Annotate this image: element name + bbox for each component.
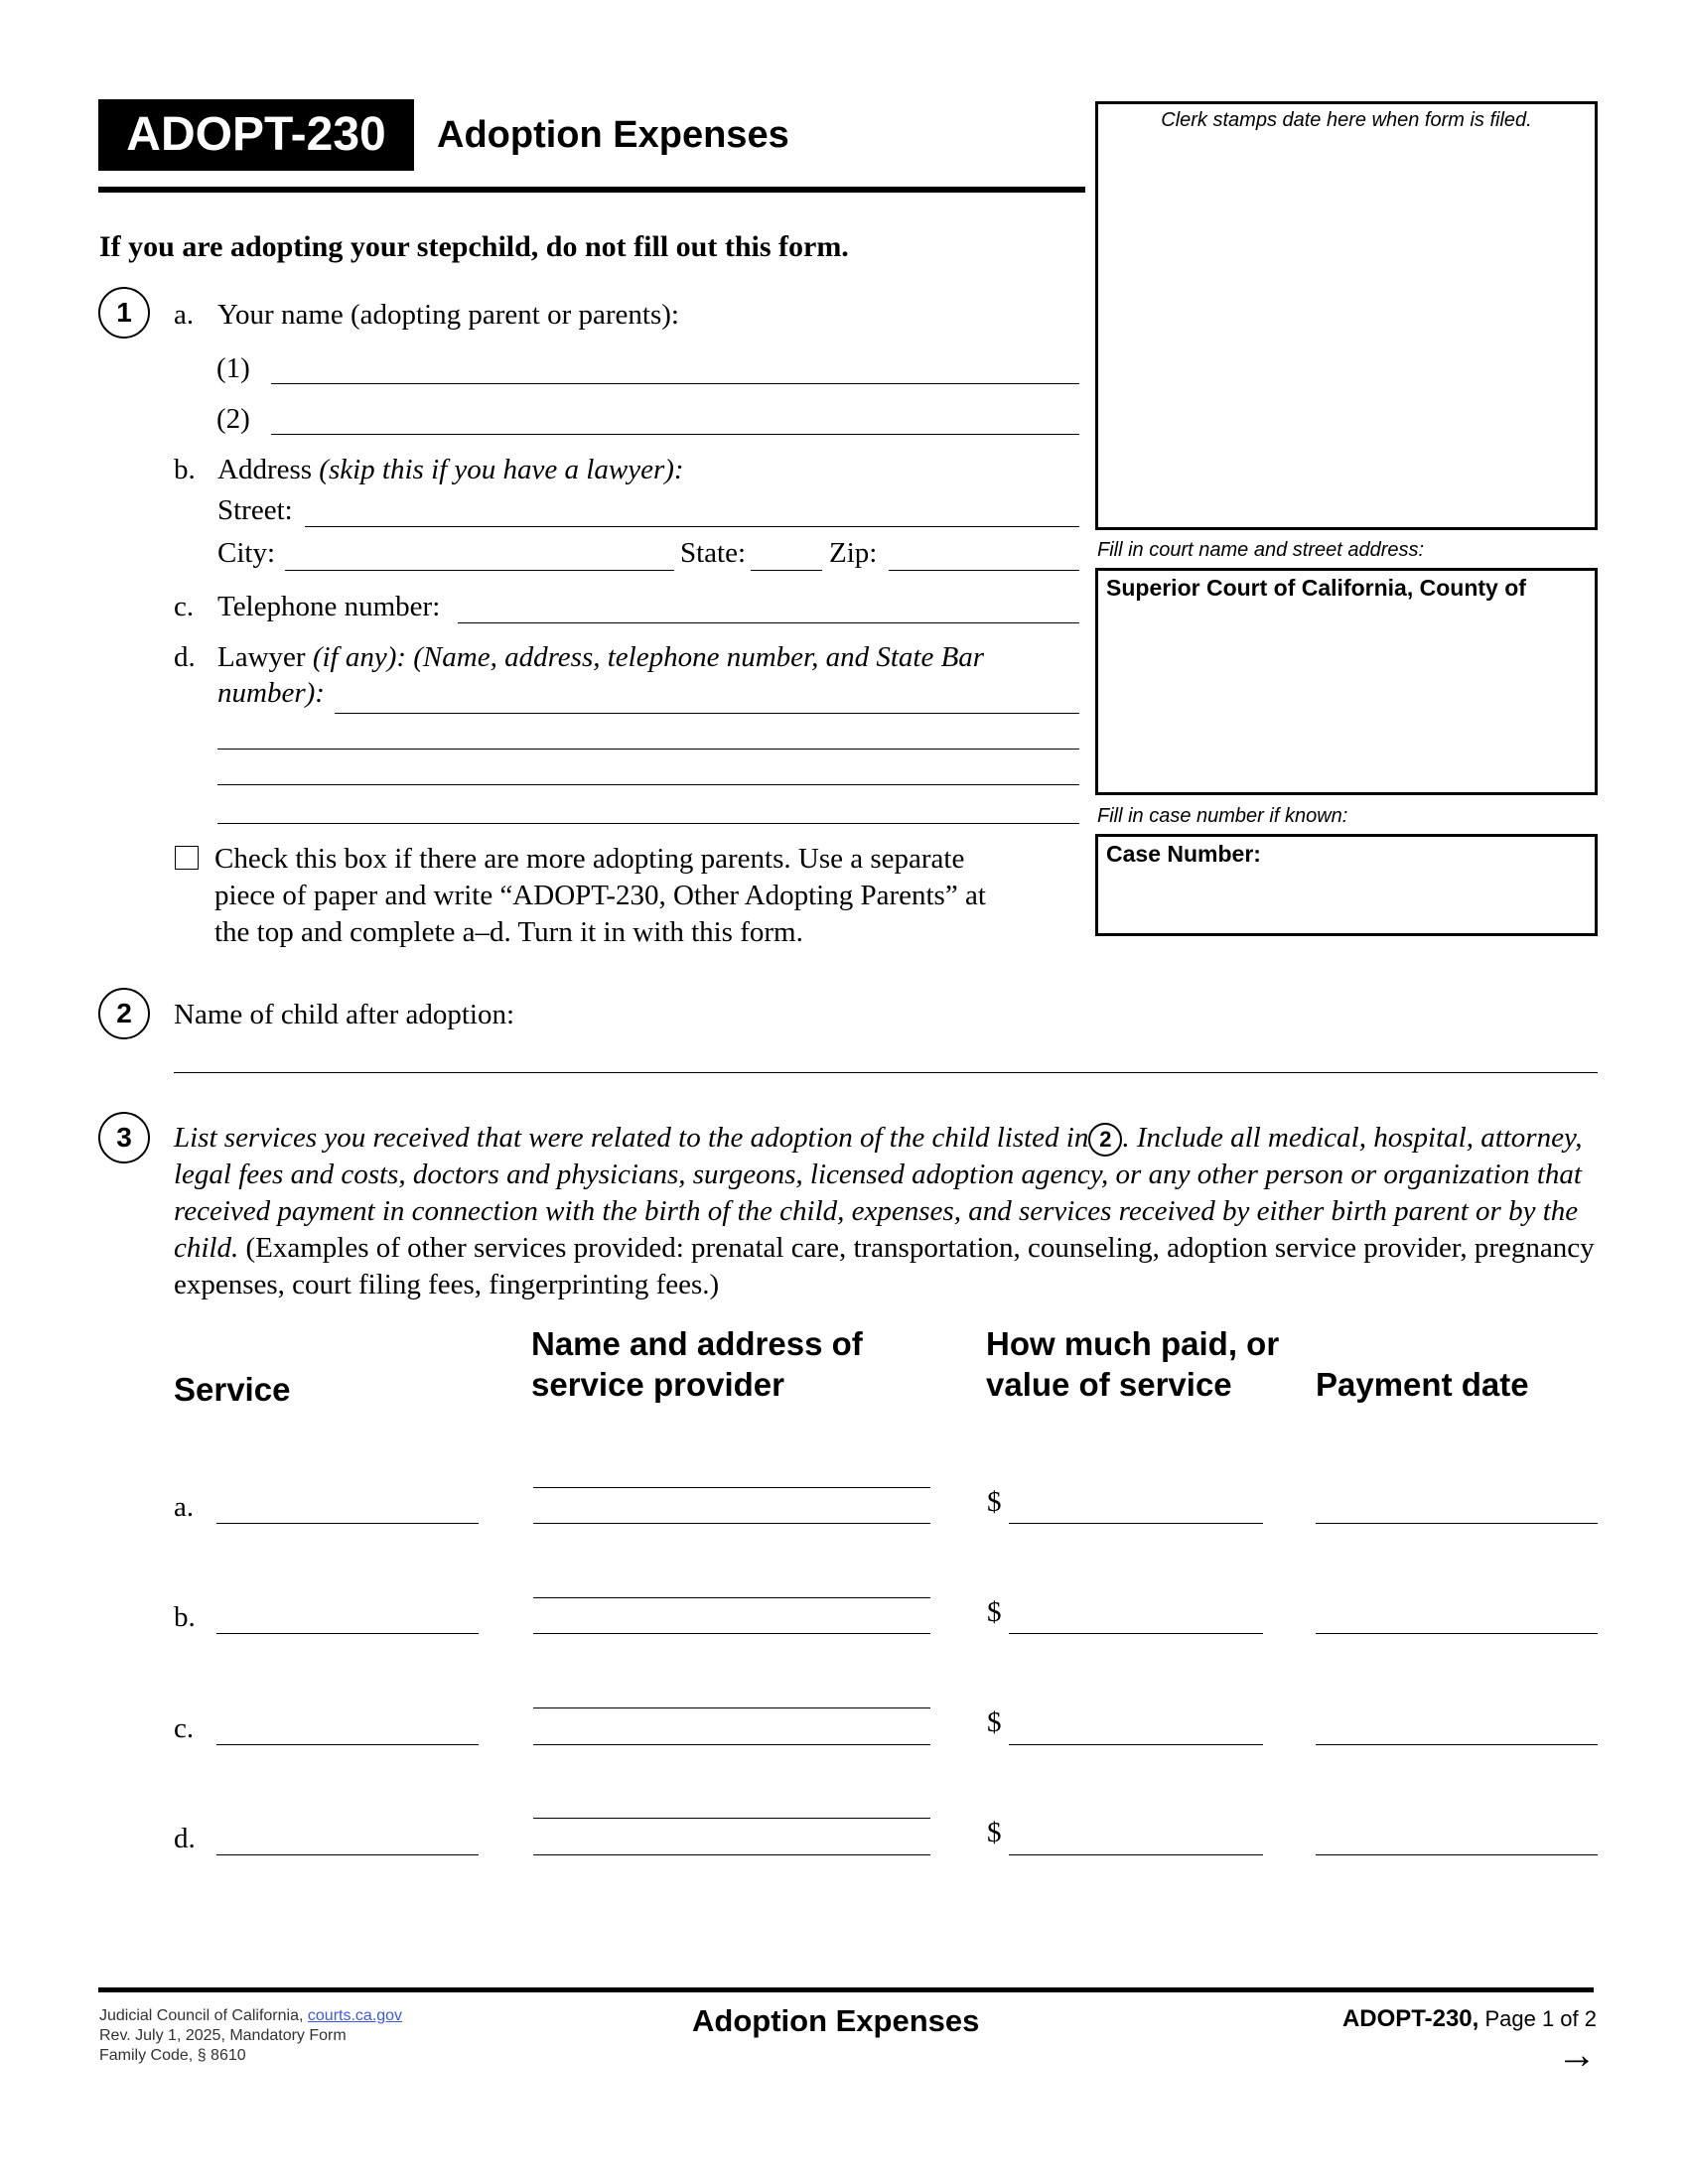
lawyer-label-line1: [217, 639, 984, 675]
parent-1-name-field[interactable]: [271, 383, 1079, 384]
case-number-box[interactable]: [1095, 834, 1598, 936]
form-title: Adoption Expenses: [437, 114, 789, 156]
address-hint: (skip this if you have a lawyer):: [319, 454, 684, 485]
footer-code: Family Code, § 8610: [99, 2047, 246, 2064]
services-examples: (Examples of other services provided: prenatal care, transportation, counseling, adoption service provider, pregnancy expenses, court filing fees, fingerprinting fees.): [174, 1232, 1595, 1301]
form-id-badge: ADOPT-230: [98, 99, 414, 171]
footer-title: Adoption Expenses: [692, 2003, 980, 2038]
item-1d-marker: d.: [174, 641, 196, 673]
services-instructions: [174, 1120, 1604, 1303]
child-name-label: Name of child after adoption:: [174, 999, 515, 1030]
provider-field-line-2[interactable]: [533, 1744, 930, 1745]
telephone-label: Telephone number:: [217, 591, 441, 622]
zip-label: Zip:: [829, 537, 878, 569]
street-label: Street:: [217, 494, 293, 526]
zip-field[interactable]: [889, 570, 1079, 571]
case-number-label: Case Number:: [1106, 841, 1261, 867]
item-1c-marker: c.: [174, 591, 195, 622]
more-parents-checkbox[interactable]: [175, 846, 199, 870]
item-1b-label: [217, 452, 684, 487]
city-field[interactable]: [285, 570, 674, 571]
provider-field-line-1[interactable]: [533, 1818, 930, 1819]
item-1b-marker: b.: [174, 454, 196, 485]
column-header-amount: [986, 1323, 1279, 1405]
provider-field-line-2[interactable]: [533, 1633, 930, 1634]
address-label: Address: [217, 454, 313, 485]
row-marker: a.: [174, 1491, 195, 1523]
currency-symbol: $: [987, 1817, 1002, 1848]
clerk-stamp-caption: Clerk stamps date here when form is filed.: [1161, 109, 1532, 131]
footer-page-info: [1342, 2005, 1597, 2033]
street-field[interactable]: [305, 526, 1079, 527]
court-name-label: Superior Court of California, County of: [1106, 575, 1526, 601]
service-field[interactable]: [216, 1633, 479, 1634]
parent-1-marker: (1): [216, 352, 250, 384]
city-label: City:: [217, 537, 276, 569]
state-field[interactable]: [751, 570, 822, 571]
section-2-number: 2: [98, 988, 150, 1039]
amount-field[interactable]: [1009, 1633, 1263, 1634]
services-text-before-ref: List services you received that were related to the adoption of the child listed in: [174, 1122, 1089, 1154]
amount-field[interactable]: [1009, 1523, 1263, 1524]
state-label: State:: [680, 537, 747, 569]
lawyer-field-line-1[interactable]: [335, 713, 1079, 714]
court-box-caption: Fill in court name and street address:: [1097, 539, 1425, 561]
row-marker: c.: [174, 1712, 195, 1744]
amount-field[interactable]: [1009, 1744, 1263, 1745]
footer-revision: Rev. July 1, 2025, Mandatory Form: [99, 2027, 347, 2044]
payment-date-field[interactable]: [1316, 1523, 1598, 1524]
section-1-number: 1: [98, 287, 150, 339]
currency-symbol: $: [987, 1596, 1002, 1628]
column-header-provider: [531, 1323, 863, 1405]
column-header-provider-line1: Name and address of: [531, 1325, 863, 1362]
amount-field[interactable]: [1009, 1854, 1263, 1855]
services-text-after-ref: . Include all medical, hospital, attorney, legal fees and costs, doctors and physicians, surgeons, licensed adoption agency, or any other person or organization that received payment in connection with the birth of the child, expenses, and services received by either birth parent or by the child.: [174, 1122, 1583, 1265]
provider-field-line-1[interactable]: [533, 1707, 930, 1708]
service-field[interactable]: [216, 1523, 479, 1524]
section-3-number: 3: [98, 1112, 150, 1163]
item-1a-label: Your name (adopting parent or parents):: [217, 299, 679, 331]
parent-2-marker: (2): [216, 403, 250, 435]
case-box-caption: Fill in case number if known:: [1097, 805, 1348, 827]
column-header-service: Service: [174, 1371, 291, 1408]
footer-courts-link[interactable]: courts.ca.gov: [307, 2007, 403, 2024]
lawyer-hint-line2: number):: [217, 677, 325, 709]
payment-date-field[interactable]: [1316, 1633, 1598, 1634]
service-field[interactable]: [216, 1854, 479, 1855]
stepchild-warning: If you are adopting your stepchild, do not fill out this form.: [99, 230, 849, 263]
checkbox-text-line2: piece of paper and write “ADOPT-230, Other Adopting Parents” at: [214, 880, 986, 911]
footer-rule: [98, 1987, 1594, 1992]
column-header-provider-line2: service provider: [531, 1366, 784, 1403]
checkbox-text-line1: Check this box if there are more adopting parents. Use a separate: [214, 843, 965, 875]
clerk-stamp-box: [1095, 101, 1598, 530]
lawyer-field-line-4[interactable]: [217, 823, 1079, 824]
currency-symbol: $: [987, 1486, 1002, 1518]
checkbox-text-line3: the top and complete a–d. Turn it in with this form.: [214, 916, 803, 948]
footer-page-number: Page 1 of 2: [1484, 2006, 1597, 2031]
lawyer-field-line-2[interactable]: [217, 749, 1079, 750]
lawyer-field-line-3[interactable]: [217, 784, 1079, 785]
provider-field-line-1[interactable]: [533, 1487, 930, 1488]
lawyer-label: Lawyer: [217, 641, 306, 673]
footer-council-line: [99, 2006, 402, 2026]
payment-date-field[interactable]: [1316, 1854, 1598, 1855]
provider-field-line-2[interactable]: [533, 1854, 930, 1855]
court-name-box[interactable]: [1095, 568, 1598, 795]
provider-field-line-1[interactable]: [533, 1597, 930, 1598]
section-2-reference: 2: [1088, 1123, 1122, 1157]
lawyer-hint: (if any): (Name, address, telephone number, and State Bar: [312, 641, 985, 673]
parent-2-name-field[interactable]: [271, 434, 1079, 435]
footer-council: Judicial Council of California,: [99, 2007, 304, 2024]
column-header-amount-line2: value of service: [986, 1366, 1232, 1403]
column-header-payment-date: Payment date: [1316, 1366, 1529, 1403]
next-page-arrow-icon: →: [1557, 2033, 1597, 2077]
child-name-field[interactable]: [174, 1072, 1598, 1073]
header-rule: [98, 187, 1085, 193]
service-field[interactable]: [216, 1744, 479, 1745]
row-marker: d.: [174, 1823, 196, 1854]
provider-field-line-2[interactable]: [533, 1523, 930, 1524]
item-1a-marker: a.: [174, 299, 195, 331]
footer-form-id: ADOPT-230,: [1341, 2005, 1479, 2032]
telephone-field[interactable]: [458, 622, 1079, 623]
row-marker: b.: [174, 1601, 196, 1633]
payment-date-field[interactable]: [1316, 1744, 1598, 1745]
currency-symbol: $: [987, 1706, 1002, 1738]
column-header-amount-line1: How much paid, or: [986, 1325, 1280, 1362]
